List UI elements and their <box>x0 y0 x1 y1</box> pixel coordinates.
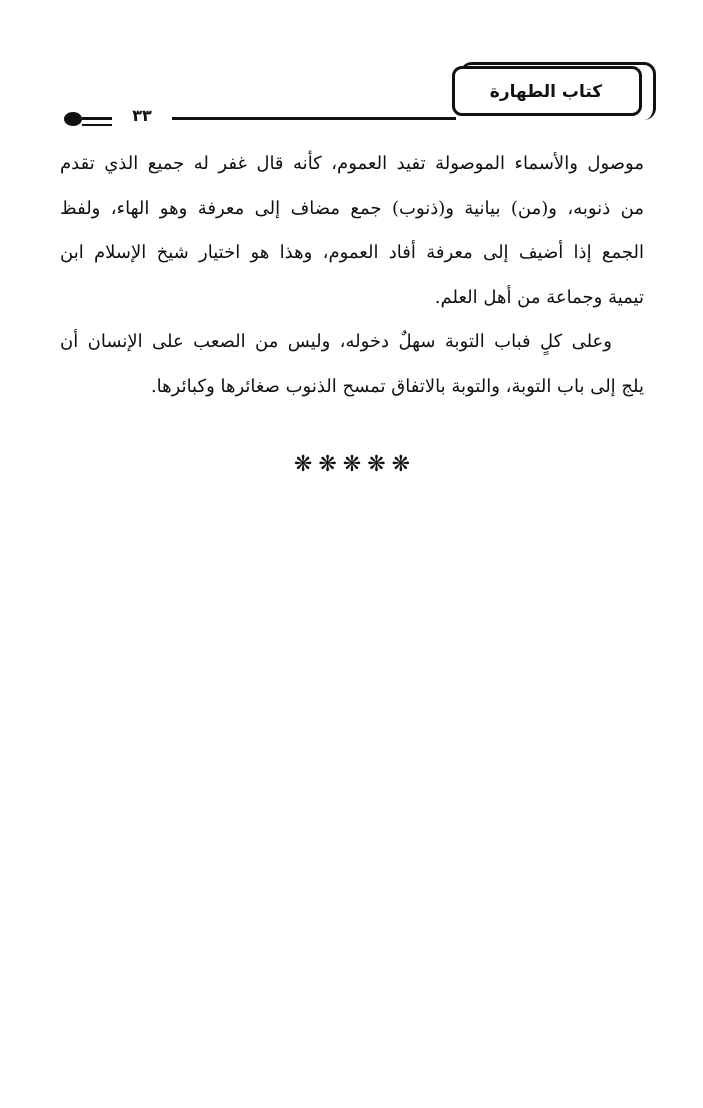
text-line: تيمية وجماعة من أهل العلم. <box>434 286 644 308</box>
paragraph-2 <box>60 320 644 409</box>
text-line: وعلى كلٍ فباب التوبة سهلٌ دخوله، وليس من الصعب على الإنسان أن <box>60 331 612 352</box>
text-line: موصول والأسماء الموصولة تفيد العموم، كأنه قال غفر له جميع الذي تقدم <box>60 153 644 174</box>
section-separator: ❋❋❋❋❋ <box>293 452 417 477</box>
header-rule-left-thin <box>82 124 112 126</box>
header-rule <box>172 117 456 120</box>
paragraph-1 <box>60 142 644 320</box>
text-line: الجمع إذا أضيف إلى معرفة أفاد العموم، وهذا هو اختيار شيخ الإسلام ابن <box>60 242 644 263</box>
text-line: من ذنوبه، و(من) بيانية و(ذنوب) جمع مضاف إلى معرفة وهو الهاء، ولفظ <box>60 197 644 219</box>
header-rule-left <box>82 117 112 120</box>
body-text <box>60 142 644 409</box>
page-number: ٣٣ <box>132 106 152 125</box>
header-bullet-ornament <box>64 112 82 126</box>
text-line: يلج إلى باب التوبة، والتوبة بالاتفاق تمسح الذنوب صغائرها وكبائرها. <box>150 375 644 397</box>
chapter-title: كتاب الطهارة <box>489 82 603 102</box>
